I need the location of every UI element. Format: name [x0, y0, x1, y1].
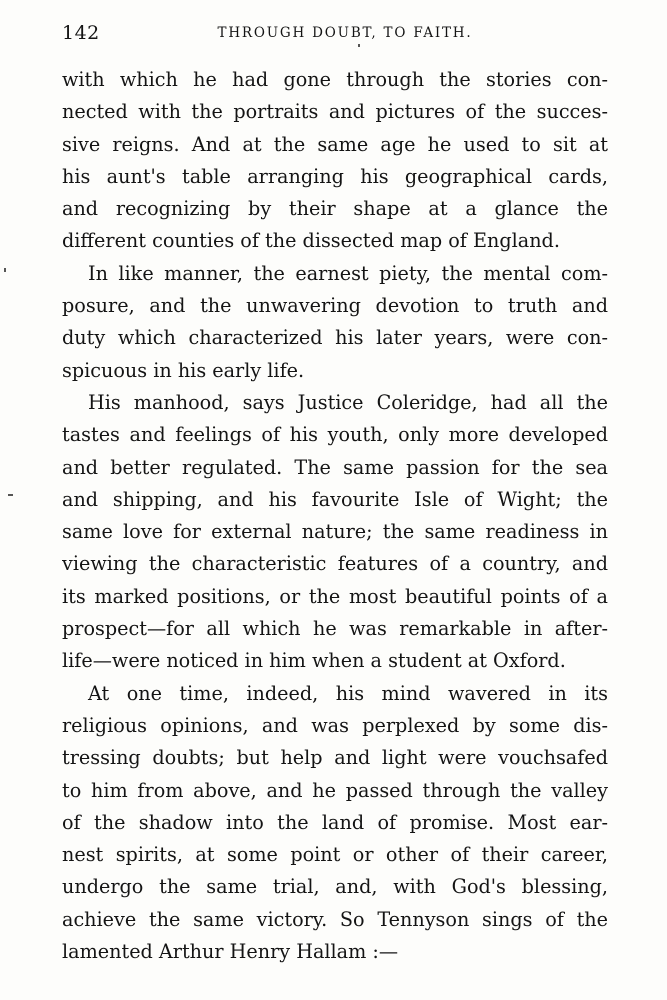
- page-header: [62, 22, 608, 48]
- text-line: His manhood, says Justice Coleridge, had all the: [88, 390, 608, 414]
- body-text: [62, 64, 608, 968]
- text-line: same love for external nature; the same readiness in: [62, 520, 608, 544]
- running-title: THROUGH DOUBT, TO FAITH.: [217, 25, 473, 41]
- text-line: and better regulated. The same passion for the sea: [62, 455, 608, 479]
- text-line: with which he had gone through the stories con-: [62, 68, 608, 91]
- text-line: his aunt's table arranging his geographical cards,: [62, 164, 608, 188]
- print-speck: [8, 494, 13, 496]
- text-line: tressing doubts; but help and light were vouchsafed: [62, 746, 608, 770]
- text-line: At one time, indeed, his mind wavered in its: [88, 681, 608, 705]
- print-speck: [4, 268, 6, 272]
- text-line: life—were noticed in him when a student at Oxford.: [62, 649, 566, 673]
- paragraph-4: [62, 678, 608, 969]
- text-line: lamented Arthur Henry Hallam :—: [62, 940, 399, 964]
- paragraph-1: [62, 64, 608, 258]
- text-line: undergo the same trial, and, with God's blessing,: [62, 875, 608, 899]
- paragraph-3: [62, 387, 608, 678]
- text-line: religious opinions, and was perplexed by some dis-: [62, 713, 608, 737]
- text-line: different counties of the dissected map of England.: [62, 229, 560, 253]
- text-line: to him from above, and he passed through the valley: [62, 778, 608, 802]
- print-speck: [358, 44, 360, 47]
- text-line: and recognizing by their shape at a glance the: [62, 197, 608, 221]
- paragraph-2: [62, 258, 608, 387]
- text-line: In like manner, the earnest piety, the mental com-: [88, 261, 608, 285]
- text-line: sive reigns. And at the same age he used to sit at: [62, 132, 608, 156]
- text-line: and shipping, and his favourite Isle of Wight; the: [62, 487, 608, 511]
- text-line: nest spirits, at some point or other of their career,: [62, 843, 608, 867]
- text-line: posure, and the unwavering devotion to truth and: [62, 294, 608, 318]
- text-line: viewing the characteristic features of a country, and: [62, 552, 608, 576]
- page-number: 142: [62, 22, 100, 44]
- text-line: nected with the portraits and pictures of the succes-: [62, 100, 608, 124]
- text-line: of the shadow into the land of promise. Most ear-: [62, 810, 608, 834]
- text-line: achieve the same victory. So Tennyson sings of the: [62, 907, 608, 931]
- text-line: tastes and feelings of his youth, only more developed: [62, 423, 608, 447]
- text-line: duty which characterized his later years, were con-: [62, 326, 608, 350]
- text-line: spicuous in his early life.: [62, 358, 305, 382]
- text-line: its marked positions, or the most beautiful points of a: [62, 584, 608, 608]
- text-line: prospect—for all which he was remarkable in after-: [62, 617, 608, 641]
